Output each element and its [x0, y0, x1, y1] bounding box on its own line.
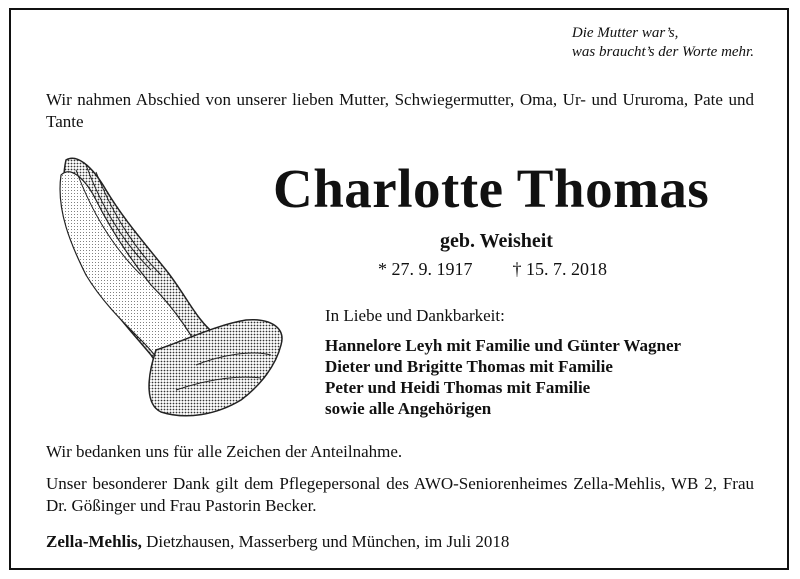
deceased-name: Charlotte Thomas	[273, 158, 710, 219]
mourner-line: Hannelore Leyh mit Familie und Günter Wagner	[325, 336, 682, 355]
mourner-line: Dieter und Brigitte Thomas mit Familie	[325, 357, 613, 376]
mourner-line: sowie alle Angehörigen	[325, 399, 492, 418]
closing-line	[46, 532, 509, 552]
closing-rest: Dietzhausen, Masserberg und München, im Juli 2018	[141, 532, 510, 551]
gratitude-line: In Liebe und Dankbarkeit:	[325, 306, 505, 325]
mourners-list	[325, 335, 681, 419]
closing-place: Zella-Mehlis,	[46, 532, 142, 551]
motto-quote	[572, 24, 754, 62]
thanks-text: Wir bedanken uns für alle Zeichen der Anteilnahme.	[46, 442, 403, 461]
death-date: † 15. 7. 2018	[512, 259, 607, 279]
motto-line-2: was braucht’s der Worte mehr.	[571, 44, 754, 60]
special-thanks-text: Unser besonderer Dank gilt dem Pflegepersonal des AWO-Seniorenheimes Zella-Mehlis, WB 2, Frau Dr. Gößinger und Frau Pastorin Becker.	[46, 474, 754, 515]
motto-line-1: Die Mutter war’s,	[571, 25, 679, 41]
birth-date: * 27. 9. 1917	[378, 259, 473, 279]
intro-text: Wir nahmen Abschied von unserer lieben Mutter, Schwiegermutter, Oma, Ur- und Ururoma, Pate und Tante	[46, 90, 754, 131]
life-dates	[378, 259, 607, 280]
mourner-line: Peter und Heidi Thomas mit Familie	[325, 378, 591, 397]
born-name: geb. Weisheit	[440, 230, 553, 252]
praying-hands-icon	[46, 150, 296, 425]
